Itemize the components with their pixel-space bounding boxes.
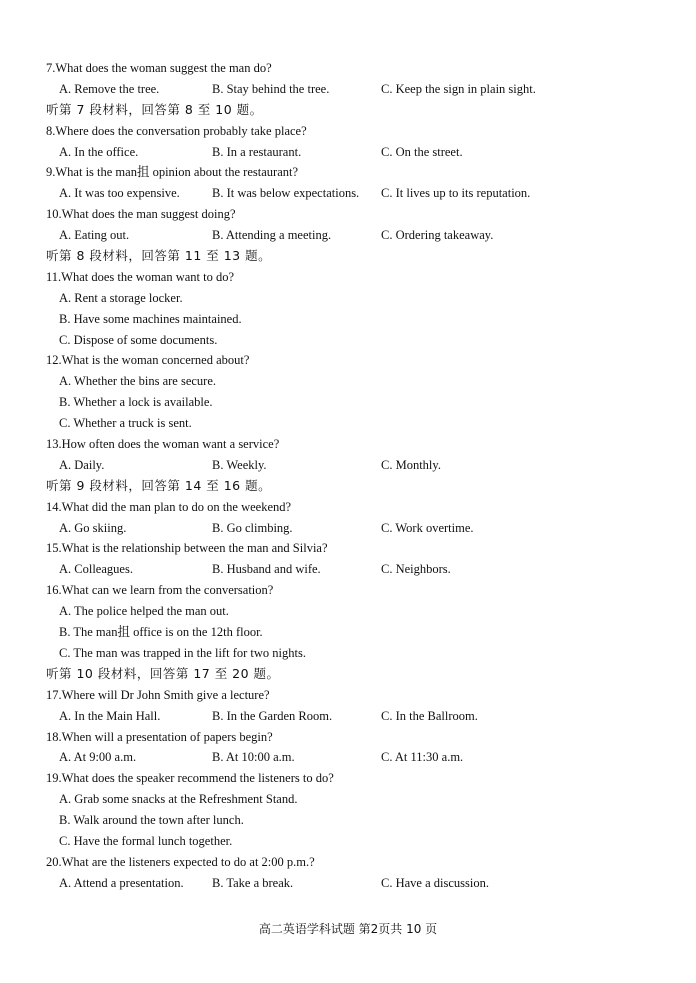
- answer-option-a: A. Daily.: [59, 457, 105, 472]
- answer-option-c: C. Monthly.: [381, 457, 441, 472]
- question-stem: 7.What does the woman suggest the man do?: [46, 61, 272, 75]
- question-stem: 16.What can we learn from the conversation?: [46, 583, 274, 598]
- answer-option-b: B. Take a break.: [212, 875, 294, 890]
- section-instruction: 听第 9 段材料，回答第 14 至 16 题。: [46, 477, 272, 493]
- answer-option: B. Whether a lock is available.: [59, 395, 213, 410]
- question-stem: 18.When will a presentation of papers begin?: [46, 729, 273, 744]
- answer-option-b: B. Weekly.: [212, 457, 267, 472]
- answer-options-row: [46, 559, 656, 580]
- answer-option-a: A. Remove the tree.: [59, 81, 160, 96]
- answer-option: A. Rent a storage locker.: [59, 290, 183, 305]
- answer-option-c: C. Ordering takeaway.: [381, 228, 494, 243]
- answer-option: A. Whether the bins are secure.: [59, 374, 216, 389]
- answer-options-row: [46, 79, 656, 100]
- answer-option-a: A. In the Main Hall.: [59, 708, 161, 723]
- answer-option-a: A. It was too expensive.: [59, 186, 180, 201]
- answer-option-b: B. Attending a meeting.: [212, 228, 332, 243]
- answer-option-c: C. Work overtime.: [381, 520, 474, 535]
- answer-option-c: C. Have a discussion.: [381, 875, 489, 890]
- answer-option: C. Have the formal lunch together.: [59, 833, 233, 848]
- answer-options-row: [46, 183, 656, 204]
- answer-option-b: B. It was below expectations.: [212, 186, 360, 201]
- answer-option-a: A. Eating out.: [59, 228, 130, 243]
- answer-option-b: B. Go climbing.: [212, 520, 293, 535]
- question-stem: 10.What does the man suggest doing?: [46, 207, 236, 222]
- answer-option-b: B. At 10:00 a.m.: [212, 750, 295, 765]
- answer-option-a: A. Colleagues.: [59, 562, 133, 577]
- answer-option-b: B. In the Garden Room.: [212, 708, 333, 723]
- question-stem: 15.What is the relationship between the man and Silvia?: [46, 541, 328, 556]
- answer-options-row: [46, 455, 656, 476]
- answer-option: B. Have some machines maintained.: [59, 311, 242, 326]
- answer-option-a: A. In the office.: [59, 144, 139, 159]
- answer-option-c: C. In the Ballroom.: [381, 708, 478, 723]
- answer-option: B. The man抯 office is on the 12th floor.: [59, 625, 263, 640]
- question-stem: 9.What is the man抯 opinion about the restaurant?: [46, 165, 299, 180]
- question-stem: 19.What does the speaker recommend the listeners to do?: [46, 771, 334, 786]
- answer-option: B. Walk around the town after lunch.: [59, 813, 244, 828]
- answer-option: C. The man was trapped in the lift for two nights.: [59, 645, 306, 660]
- answer-option: A. Grab some snacks at the Refreshment Stand.: [59, 792, 298, 807]
- question-stem: 8.Where does the conversation probably take place?: [46, 123, 307, 138]
- answer-option-b: B. Stay behind the tree.: [212, 81, 330, 96]
- answer-options-row: [46, 706, 656, 727]
- answer-options-row: [46, 142, 656, 163]
- answer-option-c: C. It lives up to its reputation.: [381, 186, 531, 201]
- answer-option-b: B. Husband and wife.: [212, 562, 321, 577]
- question-list: [46, 58, 656, 894]
- answer-options-row: [46, 747, 656, 768]
- question-stem: 11.What does the woman want to do?: [46, 269, 235, 284]
- section-instruction: 听第 7 段材料，回答第 8 至 10 题。: [46, 101, 263, 117]
- question-stem: 20.What are the listeners expected to do at 2:00 p.m.?: [46, 854, 315, 869]
- question-stem: 17.Where will Dr John Smith give a lecture?: [46, 687, 270, 702]
- answer-option: C. Dispose of some documents.: [59, 332, 218, 347]
- answer-option-c: C. At 11:30 a.m.: [381, 750, 464, 765]
- answer-option-a: A. Go skiing.: [59, 520, 127, 535]
- answer-option: C. Whether a truck is sent.: [59, 416, 192, 431]
- section-instruction: 听第 8 段材料，回答第 11 至 13 题。: [46, 248, 272, 264]
- section-instruction: 听第 10 段材料，回答第 17 至 20 题。: [46, 665, 280, 681]
- question-stem: 12.What is the woman concerned about?: [46, 353, 250, 368]
- answer-options-row: [46, 225, 656, 246]
- answer-option-a: A. At 9:00 a.m.: [59, 750, 137, 765]
- answer-options-row: [46, 873, 656, 894]
- answer-options-row: [46, 518, 656, 539]
- question-stem: 14.What did the man plan to do on the weekend?: [46, 499, 292, 514]
- answer-option-c: C. Keep the sign in plain sight.: [381, 81, 536, 96]
- page-footer: 高二英语学科试题 第2页共 10 页: [258, 922, 438, 936]
- answer-option-b: B. In a restaurant.: [212, 144, 302, 159]
- answer-option-c: C. Neighbors.: [381, 562, 451, 577]
- question-stem: 13.How often does the woman want a service?: [46, 437, 280, 452]
- answer-option-a: A. Attend a presentation.: [59, 875, 184, 890]
- answer-option: A. The police helped the man out.: [59, 604, 229, 619]
- answer-option-c: C. On the street.: [381, 144, 463, 159]
